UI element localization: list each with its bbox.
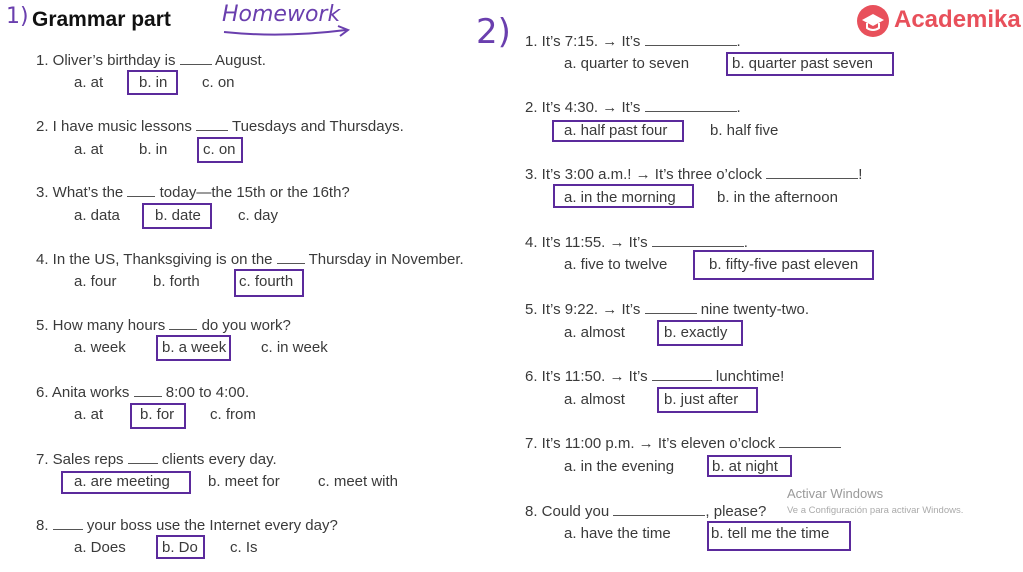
option-a[interactable]: a. at xyxy=(74,406,104,423)
q-text-a: 7. It’s 11:00 p.m. → It’s eleven o’clock xyxy=(525,435,776,452)
page-title: Grammar part xyxy=(32,8,171,31)
homework-annotation: Homework xyxy=(222,2,341,27)
q-text-b: . xyxy=(743,234,748,251)
q-text-a: 3. What’s the xyxy=(36,184,124,201)
answer-blank xyxy=(127,184,155,197)
q-text-a: 5. It’s 9:22. → It’s xyxy=(525,301,641,318)
academika-logo-icon xyxy=(856,4,890,38)
q-text-a: 6. It’s 11:50. → It’s xyxy=(525,368,648,385)
q-text-b: your boss use the Internet every day? xyxy=(86,517,338,534)
question-3-text xyxy=(36,184,350,201)
time-question-4-text xyxy=(525,234,748,251)
answer-blank xyxy=(169,317,197,330)
q-text-a: 3. It’s 3:00 a.m.! → It’s three o’clock xyxy=(525,166,763,183)
option-b[interactable]: b. date xyxy=(155,207,201,224)
option-b[interactable]: b. forth xyxy=(153,273,200,290)
q-text-a: 4. In the US, Thanksgiving is on the xyxy=(36,251,273,268)
question-4-text xyxy=(36,251,464,268)
q-text-b: , please? xyxy=(705,503,767,520)
q-text-a: 1. It’s 7:15. → It’s xyxy=(525,33,641,50)
answer-highlight-box xyxy=(156,535,205,559)
answer-highlight-box xyxy=(156,335,231,361)
q-text-b: lunchtime! xyxy=(715,368,785,385)
q-text-b: nine twenty-two. xyxy=(700,301,810,318)
brand-name: Academika xyxy=(894,6,1021,33)
answer-highlight-box xyxy=(553,184,694,208)
time-question-3-text xyxy=(525,166,862,183)
q-text-b: August. xyxy=(215,52,266,69)
option-b[interactable]: b. for xyxy=(140,406,175,423)
option-b[interactable]: b. in xyxy=(139,74,168,91)
option-b[interactable]: b. a week xyxy=(162,339,227,356)
time-question-8-text xyxy=(525,503,766,520)
option-a[interactable]: a. at xyxy=(74,74,104,91)
q-text-b: ! xyxy=(858,166,863,183)
q-text-a: 1. Oliver’s birthday is xyxy=(36,52,176,69)
answer-blank xyxy=(652,234,744,247)
answer-highlight-box xyxy=(657,387,758,413)
option-b[interactable]: b. half five xyxy=(710,122,779,139)
option-c[interactable]: c. meet with xyxy=(318,473,399,490)
option-c[interactable]: c. fourth xyxy=(239,273,294,290)
option-c[interactable]: c. day xyxy=(238,207,279,224)
option-b[interactable]: b. in the afternoon xyxy=(717,189,838,206)
answer-highlight-box xyxy=(197,137,243,163)
homework-underline xyxy=(222,24,352,38)
option-a[interactable]: a. in the morning xyxy=(564,189,676,206)
answer-blank xyxy=(645,301,697,314)
option-a[interactable]: a. week xyxy=(74,339,126,356)
windows-activation-title: Activar Windows xyxy=(787,486,884,501)
option-a[interactable]: a. quarter to seven xyxy=(564,55,690,72)
answer-blank xyxy=(53,517,83,530)
option-a[interactable]: a. in the evening xyxy=(564,458,675,475)
time-question-2-text xyxy=(525,99,741,116)
option-b[interactable]: b. exactly xyxy=(664,324,728,341)
q-text-b: 8:00 to 4:00. xyxy=(165,384,250,401)
q-text-a: 7. Sales reps xyxy=(36,451,124,468)
option-c[interactable]: c. on xyxy=(203,141,236,158)
answer-blank xyxy=(196,118,228,131)
question-8-text xyxy=(36,517,338,534)
answer-highlight-box xyxy=(552,120,684,142)
option-a[interactable]: a. are meeting xyxy=(74,473,170,490)
q-text-a: 2. It’s 4:30. → It’s xyxy=(525,99,641,116)
time-question-1-text xyxy=(525,33,741,50)
option-c[interactable]: c. on xyxy=(202,74,235,91)
question-7-text xyxy=(36,451,277,468)
answer-highlight-box xyxy=(657,320,743,346)
option-b[interactable]: b. tell me the time xyxy=(711,525,830,542)
answer-highlight-box xyxy=(726,52,894,76)
option-a[interactable]: a. five to twelve xyxy=(564,256,668,273)
q-text-b: do you work? xyxy=(201,317,291,334)
q-text-a: 5. How many hours xyxy=(36,317,166,334)
q-text-b: clients every day. xyxy=(161,451,277,468)
question-5-text xyxy=(36,317,291,334)
answer-blank xyxy=(766,166,858,179)
answer-blank xyxy=(645,99,737,112)
option-b[interactable]: b. quarter past seven xyxy=(732,55,873,72)
option-a[interactable]: a. almost xyxy=(564,324,625,341)
option-a[interactable]: a. at xyxy=(74,141,104,158)
answer-highlight-box xyxy=(142,203,212,229)
answer-blank xyxy=(180,52,212,65)
answer-highlight-box xyxy=(693,250,874,280)
q-text-a: 2. I have music lessons xyxy=(36,118,192,135)
brand-logo xyxy=(856,4,890,43)
option-c[interactable]: c. from xyxy=(210,406,256,423)
answer-highlight-box xyxy=(707,521,851,551)
option-b[interactable]: b. Do xyxy=(162,539,198,556)
answer-blank xyxy=(645,33,737,46)
section-number-1: 1) xyxy=(6,4,29,29)
time-question-7-text xyxy=(525,435,841,452)
option-c[interactable]: c. in week xyxy=(261,339,328,356)
time-question-5-text xyxy=(525,301,809,318)
option-b[interactable]: b. in xyxy=(139,141,168,158)
option-b[interactable]: b. at night xyxy=(712,458,778,475)
q-text-a: 8. xyxy=(36,517,49,534)
option-c[interactable]: c. Is xyxy=(230,539,258,556)
answer-blank xyxy=(277,251,305,264)
answer-highlight-box xyxy=(61,471,191,494)
answer-highlight-box xyxy=(234,269,304,297)
time-question-6-text xyxy=(525,368,784,385)
answer-blank xyxy=(613,503,705,516)
option-b[interactable]: b. meet for xyxy=(208,473,280,490)
q-text-a: 4. It’s 11:55. → It’s xyxy=(525,234,648,251)
option-a[interactable]: a. four xyxy=(74,273,117,290)
answer-highlight-box xyxy=(130,403,186,429)
option-a[interactable]: a. data xyxy=(74,207,120,224)
answer-blank xyxy=(652,368,712,381)
windows-activation-hint: Ve a Configuración para activar Windows. xyxy=(787,505,964,516)
answer-blank xyxy=(779,435,841,448)
q-text-b: . xyxy=(736,33,741,50)
option-b[interactable]: b. just after xyxy=(664,391,739,408)
q-text-b: Tuesdays and Thursdays. xyxy=(231,118,404,135)
answer-highlight-box xyxy=(707,455,792,477)
question-6-text xyxy=(36,384,249,401)
option-a[interactable]: a. have the time xyxy=(564,525,671,542)
q-text-a: 8. Could you xyxy=(525,503,610,520)
option-a[interactable]: a. almost xyxy=(564,391,625,408)
q-text-b: today—the 15th or the 16th? xyxy=(159,184,350,201)
option-b[interactable]: b. fifty-five past eleven xyxy=(709,256,859,273)
question-2-text xyxy=(36,118,404,135)
section-number-2: 2) xyxy=(476,12,511,52)
answer-blank xyxy=(134,384,162,397)
question-1-text xyxy=(36,52,266,69)
q-text-b: Thursday in November. xyxy=(308,251,464,268)
answer-highlight-box xyxy=(127,70,178,95)
q-text-b: . xyxy=(736,99,741,116)
answer-blank xyxy=(128,451,158,464)
q-text-a: 6. Anita works xyxy=(36,384,130,401)
option-a[interactable]: a. Does xyxy=(74,539,126,556)
option-a[interactable]: a. half past four xyxy=(564,122,668,139)
